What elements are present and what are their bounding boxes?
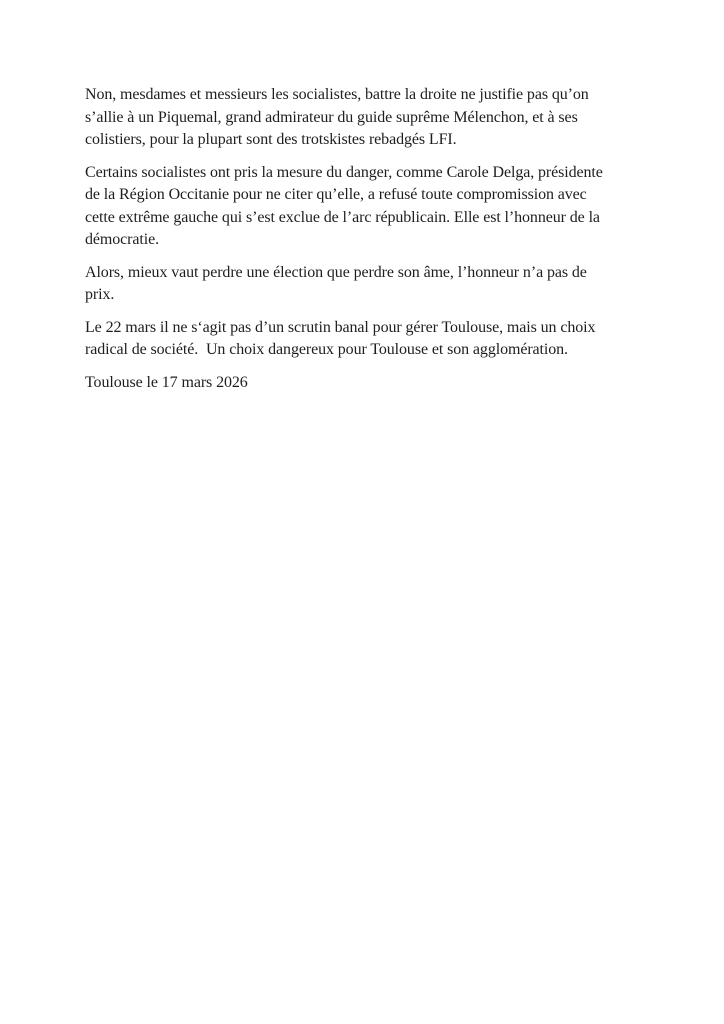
text-line: Le 22 mars il ne s‘agit pas d’un scrutin banal pour gérer Toulouse, mais un choix xyxy=(85,318,596,336)
text-line: s’allie à un Piquemal, grand admirateur du guide suprême Mélenchon, et à ses xyxy=(85,108,578,126)
text-line: démocratie. xyxy=(85,231,159,248)
text-line: Non, mesdames et messieurs les socialistes, battre la droite ne justifie pas qu’on xyxy=(85,86,589,103)
paragraph-socialistes xyxy=(85,84,670,152)
paragraph-carole-delga xyxy=(85,162,670,252)
text-line: Toulouse le 17 mars 2026 xyxy=(85,373,248,391)
paragraph-honneur xyxy=(85,262,670,307)
paragraph-scrutin xyxy=(85,317,670,362)
text-line: prix. xyxy=(85,286,115,303)
paragraph-date-place xyxy=(85,372,670,395)
text-line: cette extrême gauche qui s’est exclue de l’arc républicain. Elle est l’honneur de la xyxy=(85,208,600,226)
text-line: Alors, mieux vaut perdre une élection que perdre son âme, l’honneur n’a pas de xyxy=(85,263,587,281)
text-line: de la Région Occitanie pour ne citer qu’elle, a refusé toute compromission avec xyxy=(85,186,587,203)
text-block xyxy=(85,84,670,404)
text-line: radical de société. Un choix dangereux pour Toulouse et son agglomération. xyxy=(85,341,568,358)
text-line: Certains socialistes ont pris la mesure du danger, comme Carole Delga, présidente xyxy=(85,163,603,181)
text-line: colistiers, pour la plupart sont des trotskistes rebadgés LFI. xyxy=(85,131,457,148)
